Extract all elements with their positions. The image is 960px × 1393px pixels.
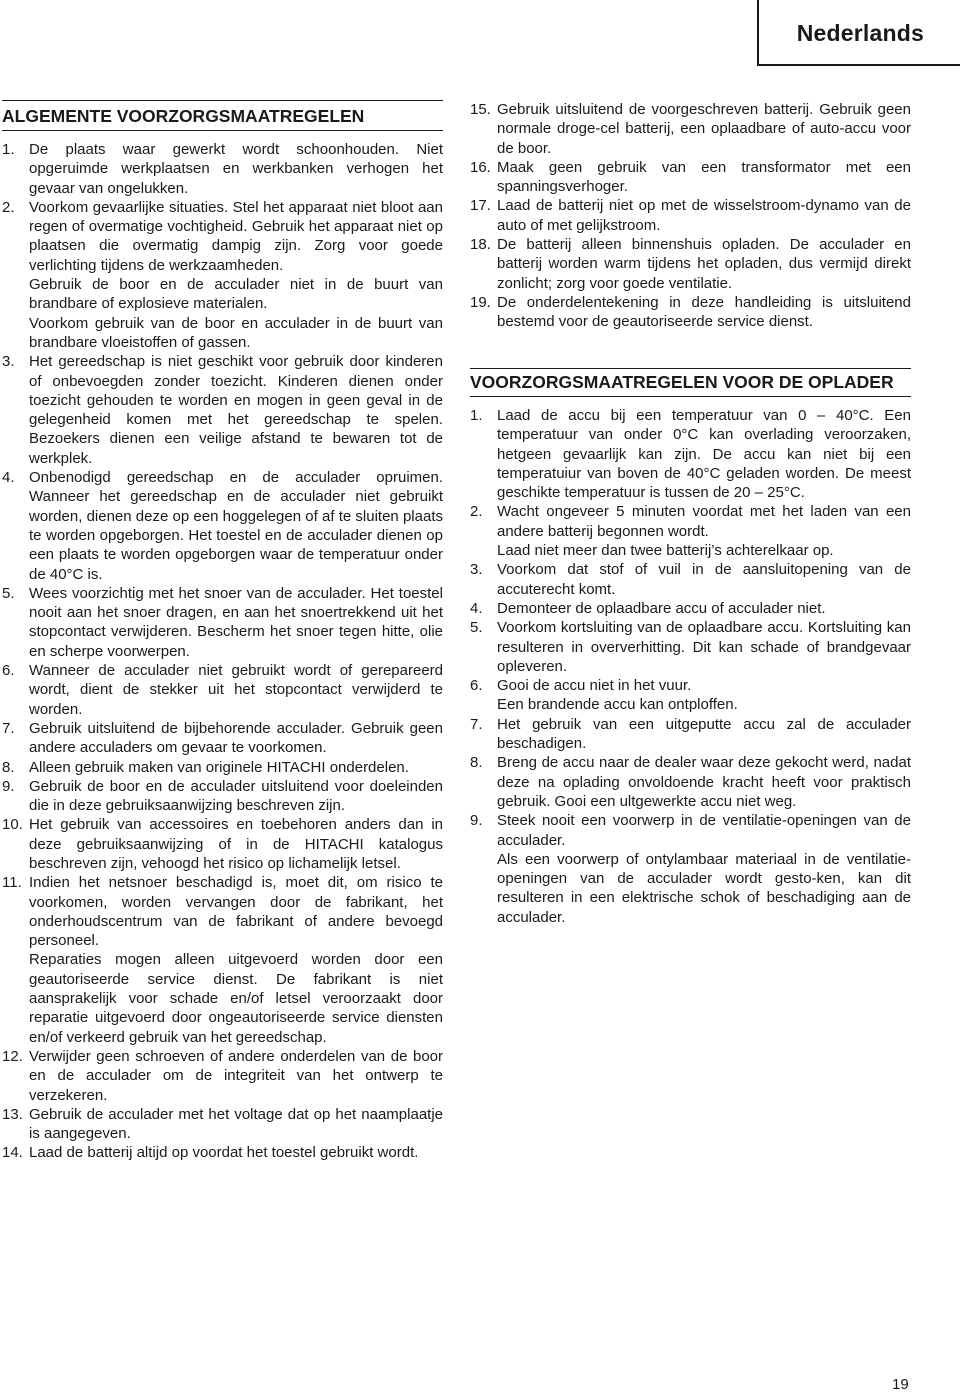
language-label: Nederlands [796,20,924,46]
item-paragraph: Gebruik uitsluitend de bijbehorende acculader. Gebruik geen andere acculaders om gevaar te voorkomen. [29,719,443,757]
list-item [470,753,911,811]
item-number: 3. [470,561,483,579]
item-number: 18. [470,236,491,254]
item-paragraph: De onderdelentekening in deze handleiding is uitsluitend bestemd voor de geautoriseerde service dienst. [497,293,911,331]
list-item [470,502,911,560]
item-paragraph: Gebruik de boor en de acculader niet in de buurt van brandbare of explosieve materialen. [29,276,443,313]
general-precautions-list-part2 [470,100,911,332]
charger-section [470,368,911,927]
item-number: 10. [2,816,23,834]
list-item [2,1105,443,1144]
item-paragraph: Gebruik de acculader met het voltage dat op het naamplaatje is aangegeven. [29,1105,443,1143]
item-paragraph: Breng de accu naar de dealer waar deze gekocht werd, nadat deze na oplading onvoldoende kracht heeft voor praktisch gebruik. Gooi een ultgewerkte accu niet weg. [497,754,911,810]
item-paragraph: Laad niet meer dan twee batterij’s achterelkaar op. [497,542,834,560]
item-paragraph: Gebruik de boor en de acculader uitsluitend voor doeleinden die in deze gebruiksaanwijzing beschreven zijn. [29,777,443,815]
item-number: 16. [470,158,491,176]
item-paragraph: Demonteer de oplaadbare accu of acculader niet. [497,599,826,617]
item-paragraph: Het gebruik van accessoires en toebehoren anders dan in deze gebruiksaanwijzing of in de HITACHI katalogus beschreven zijn, vehoogd het risico op lichamelijk letsel. [29,816,443,872]
item-number: 9. [2,777,15,795]
list-item [470,618,911,676]
item-number: 17. [470,197,491,215]
item-paragraph: Een brandende accu kan ontploffen. [497,696,738,714]
item-paragraph: Maak geen gebruik van een transformator met een spanningsverhoger. [497,158,911,196]
item-paragraph: Als een voorwerp of ontylambaar materiaal in de ventilatie-openingen van de acculader wordt gesto-ken, kan dit resulteren in een elektrische schok of beschadiging aan de acculader. [497,850,911,926]
item-paragraph: Alleen gebruik maken van originele HITACHI onderdelen. [29,758,409,776]
item-number: 5. [470,619,483,637]
item-number: 14. [2,1144,23,1162]
list-item [2,352,443,468]
general-precautions-list-part1 [2,140,443,1163]
item-number: 19. [470,293,491,311]
charger-precautions-list [470,406,911,927]
list-item [2,719,443,758]
item-paragraph: Wanneer de acculader niet gebruikt wordt of gerepareerd wordt, dient de stekker uit het stopcontact verwijderd te worden. [29,662,443,718]
list-item [470,715,911,754]
item-number: 12. [2,1047,23,1065]
right-column [470,100,911,332]
item-paragraph: Laad de batterij niet op met de wisselstroom-dynamo van de auto of met gelijkstroom. [497,197,911,234]
item-number: 4. [2,469,15,487]
list-item [2,873,443,1047]
item-paragraph: Verwijder geen schroeven of andere onderdelen van de boor en de acculader om de integriteit van het ontwerp te verzekeren. [29,1047,443,1104]
item-number: 7. [470,715,483,733]
list-item [2,777,443,816]
item-number: 2. [470,503,483,521]
item-paragraph: Gebruik uitsluitend de voorgeschreven batterij. Gebruik geen normale droge-cel batterij, een oplaadbare of auto-accu voor de boor. [497,101,911,157]
item-paragraph: Voorkom kortsluiting van de oplaadbare accu. Kortsluiting kan resulteren in oververhitting. Dit kan schade of brandgevaar opleveren. [497,619,911,675]
item-paragraph: Reparaties mogen alleen uitgevoerd worden door een geautoriseerde service dienst. De fabrikant is niet aansprakelijk voor schade en/of letsel veroorzaakt door reparatie uitgevoerd door ongeautoriseerde service diensten en/of verkeerd gebruik van het gereedschap. [29,951,443,1046]
list-item [470,599,911,618]
list-item [470,676,911,715]
item-paragraph: Het gereedschap is niet geschikt voor gebruik door kinderen of onbevoegden zonder toezicht. Kinderen dienen onder toezicht gehouden te worden en mogen in geen geval in de gelegenheid komen met het gereedschap te spelen. Bezoekers dienen een veilige afstand te bewaren tot de werkplek. [29,353,443,467]
item-paragraph: Gooi de accu niet in het vuur. [497,677,692,695]
item-paragraph: Voorkom gebruik van de boor en acculader in de buurt van brandbare vloeistoffen of gassen. [29,314,443,351]
list-item [2,1143,443,1162]
item-paragraph: Laad de batterij altijd op voordat het toestel gebruikt wordt. [29,1144,419,1162]
item-number: 15. [470,101,491,118]
list-item [470,560,911,599]
item-number: 5. [2,584,15,602]
item-number: 7. [2,719,15,737]
item-number: 6. [470,677,483,695]
item-paragraph: De plaats waar gewerkt wordt schoonhouden. Niet opgeruimde werkplaatsen en werkbanken verhogen het gevaar van ongelukken. [29,141,443,197]
list-item [2,198,443,352]
charger-precautions-title: VOORZORGSMAATREGELEN VOOR DE OPLADER [470,368,911,397]
list-item [470,235,911,293]
item-paragraph: Voorkom gevaarlijke situaties. Stel het apparaat niet bloot aan regen of overmatige vochtigheid. Gebruik het apparaat niet op plaatsen die overmatig dampig zijn. Zorg voor goede verlichting tijdens de werkzaamheden. [29,198,443,274]
item-paragraph: Laad de accu bij een temperatuur van 0 – 40°C. Een temperatuur van onder 0°C kan overlading veroorzaken, hetgeen gevaarlijk kan zijn. De accu kan niet bij een temperatuiur van boven de 40°C geladen worden. De meest geschikte temperatuur is tussen de 20 – 25°C. [497,407,911,502]
list-item [470,158,911,197]
item-paragraph: De batterij alleen binnenshuis opladen. De acculader en batterij worden warm tijdens het opladen, dus vermijd direkt zonlicht; zorg voor goede ventilatie. [497,236,911,292]
page-number: 19 [892,1376,909,1393]
general-precautions-title: ALGEMENTE VOORZORGSMAATREGELEN [2,100,443,131]
list-item [2,140,443,198]
list-item [2,758,443,777]
list-item [470,406,911,502]
item-number: 9. [470,812,483,830]
item-number: 1. [2,141,15,158]
item-number: 8. [2,758,15,776]
item-number: 3. [2,353,15,371]
list-item [2,584,443,661]
list-item [2,661,443,719]
item-number: 13. [2,1105,23,1123]
item-paragraph: Het gebruik van een uitgeputte accu zal de acculader beschadigen. [497,715,911,753]
item-paragraph: Wees voorzichtig met het snoer van de acculader. Het toestel nooit aan het snoer dragen, en aan het snoertrekkend uit het stopcontact verwijderen. Bescherm het snoer tegen hitte, olie en scherpe voorwerpen. [29,584,443,660]
item-number: 6. [2,662,15,680]
item-paragraph: Steek nooit een voorwerp in de ventilatie-openingen van de acculader. [497,812,911,849]
item-number: 2. [2,198,15,216]
list-item [2,815,443,873]
item-number: 11. [2,874,22,892]
list-item [470,100,911,158]
item-number: 1. [470,407,483,424]
item-paragraph: Wacht ongeveer 5 minuten voordat met het laden van een andere batterij begonnen wordt. [497,503,911,540]
item-paragraph: Onbenodigd gereedschap en de acculader opruimen. Wanneer het gereedschap en de acculader niet gebruikt worden, dienen deze op een hoggelegen of af te sluiten plaats te worden opgeborgen. Het toestel en de acculader dienen op een plaats te worden opgeborgen waar de temperatuur onder de 40°C is. [29,469,443,583]
language-tab [757,0,960,66]
list-item [2,468,443,584]
list-item [470,293,911,332]
list-item [2,1047,443,1105]
item-paragraph: Voorkom dat stof of vuil in de aansluitopening van de accuterecht komt. [497,561,911,598]
left-column [2,100,443,1163]
item-number: 4. [470,599,483,617]
list-item [470,196,911,235]
list-item [470,811,911,927]
item-number: 8. [470,754,483,772]
item-paragraph: Indien het netsnoer beschadigd is, moet dit, om risico te voorkomen, worden vervangen door de fabrikant, het onderhoudscentrum van de fabrikant of andere bevoegd personeel. [29,874,443,950]
